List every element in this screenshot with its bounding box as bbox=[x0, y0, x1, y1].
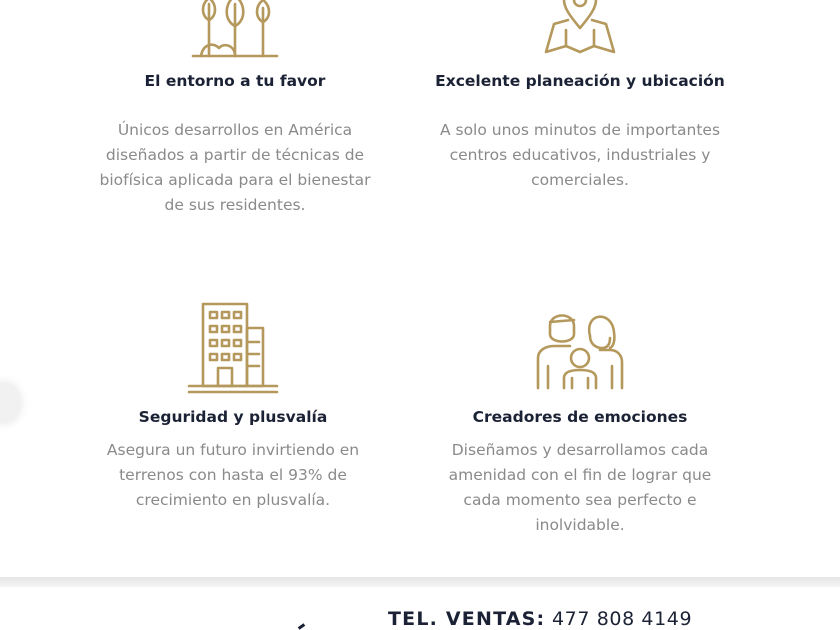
feature-description: A solo unos minutos de importantes centros educativos, industriales y comerciales. bbox=[439, 121, 721, 189]
feature-title: Creadores de emociones bbox=[472, 408, 688, 426]
feature-description: Diseñamos y desarrollamos cada amenidad con el fin de lograr que cada momento sea perfecto e inolvidable. bbox=[448, 441, 712, 534]
trees-icon bbox=[189, 0, 281, 60]
sales-phone[interactable] bbox=[388, 608, 692, 630]
footer-divider bbox=[0, 577, 840, 587]
sales-phone-number: 477 808 4149 bbox=[551, 608, 693, 630]
page-background-right bbox=[750, 0, 840, 577]
family-icon bbox=[534, 306, 626, 390]
feature-description: Asegura un futuro invirtiendo en terrenos con hasta el 93% de crecimiento en plusvalía. bbox=[106, 441, 360, 509]
feature-title: Excelente planeación y ubicación bbox=[435, 72, 725, 90]
feature-description: Únicos desarrollos en América diseñados a partir de técnicas de biofísica aplicada para el bienestar de sus residentes. bbox=[99, 121, 371, 214]
feature-title: Seguridad y plusvalía bbox=[138, 408, 328, 426]
sales-phone-label: TEL. VENTAS: bbox=[388, 608, 546, 630]
feature-title: El entorno a tu favor bbox=[144, 72, 326, 90]
page-background-left bbox=[0, 0, 80, 577]
map-pin-icon bbox=[540, 0, 620, 56]
buildings-icon bbox=[185, 302, 281, 394]
